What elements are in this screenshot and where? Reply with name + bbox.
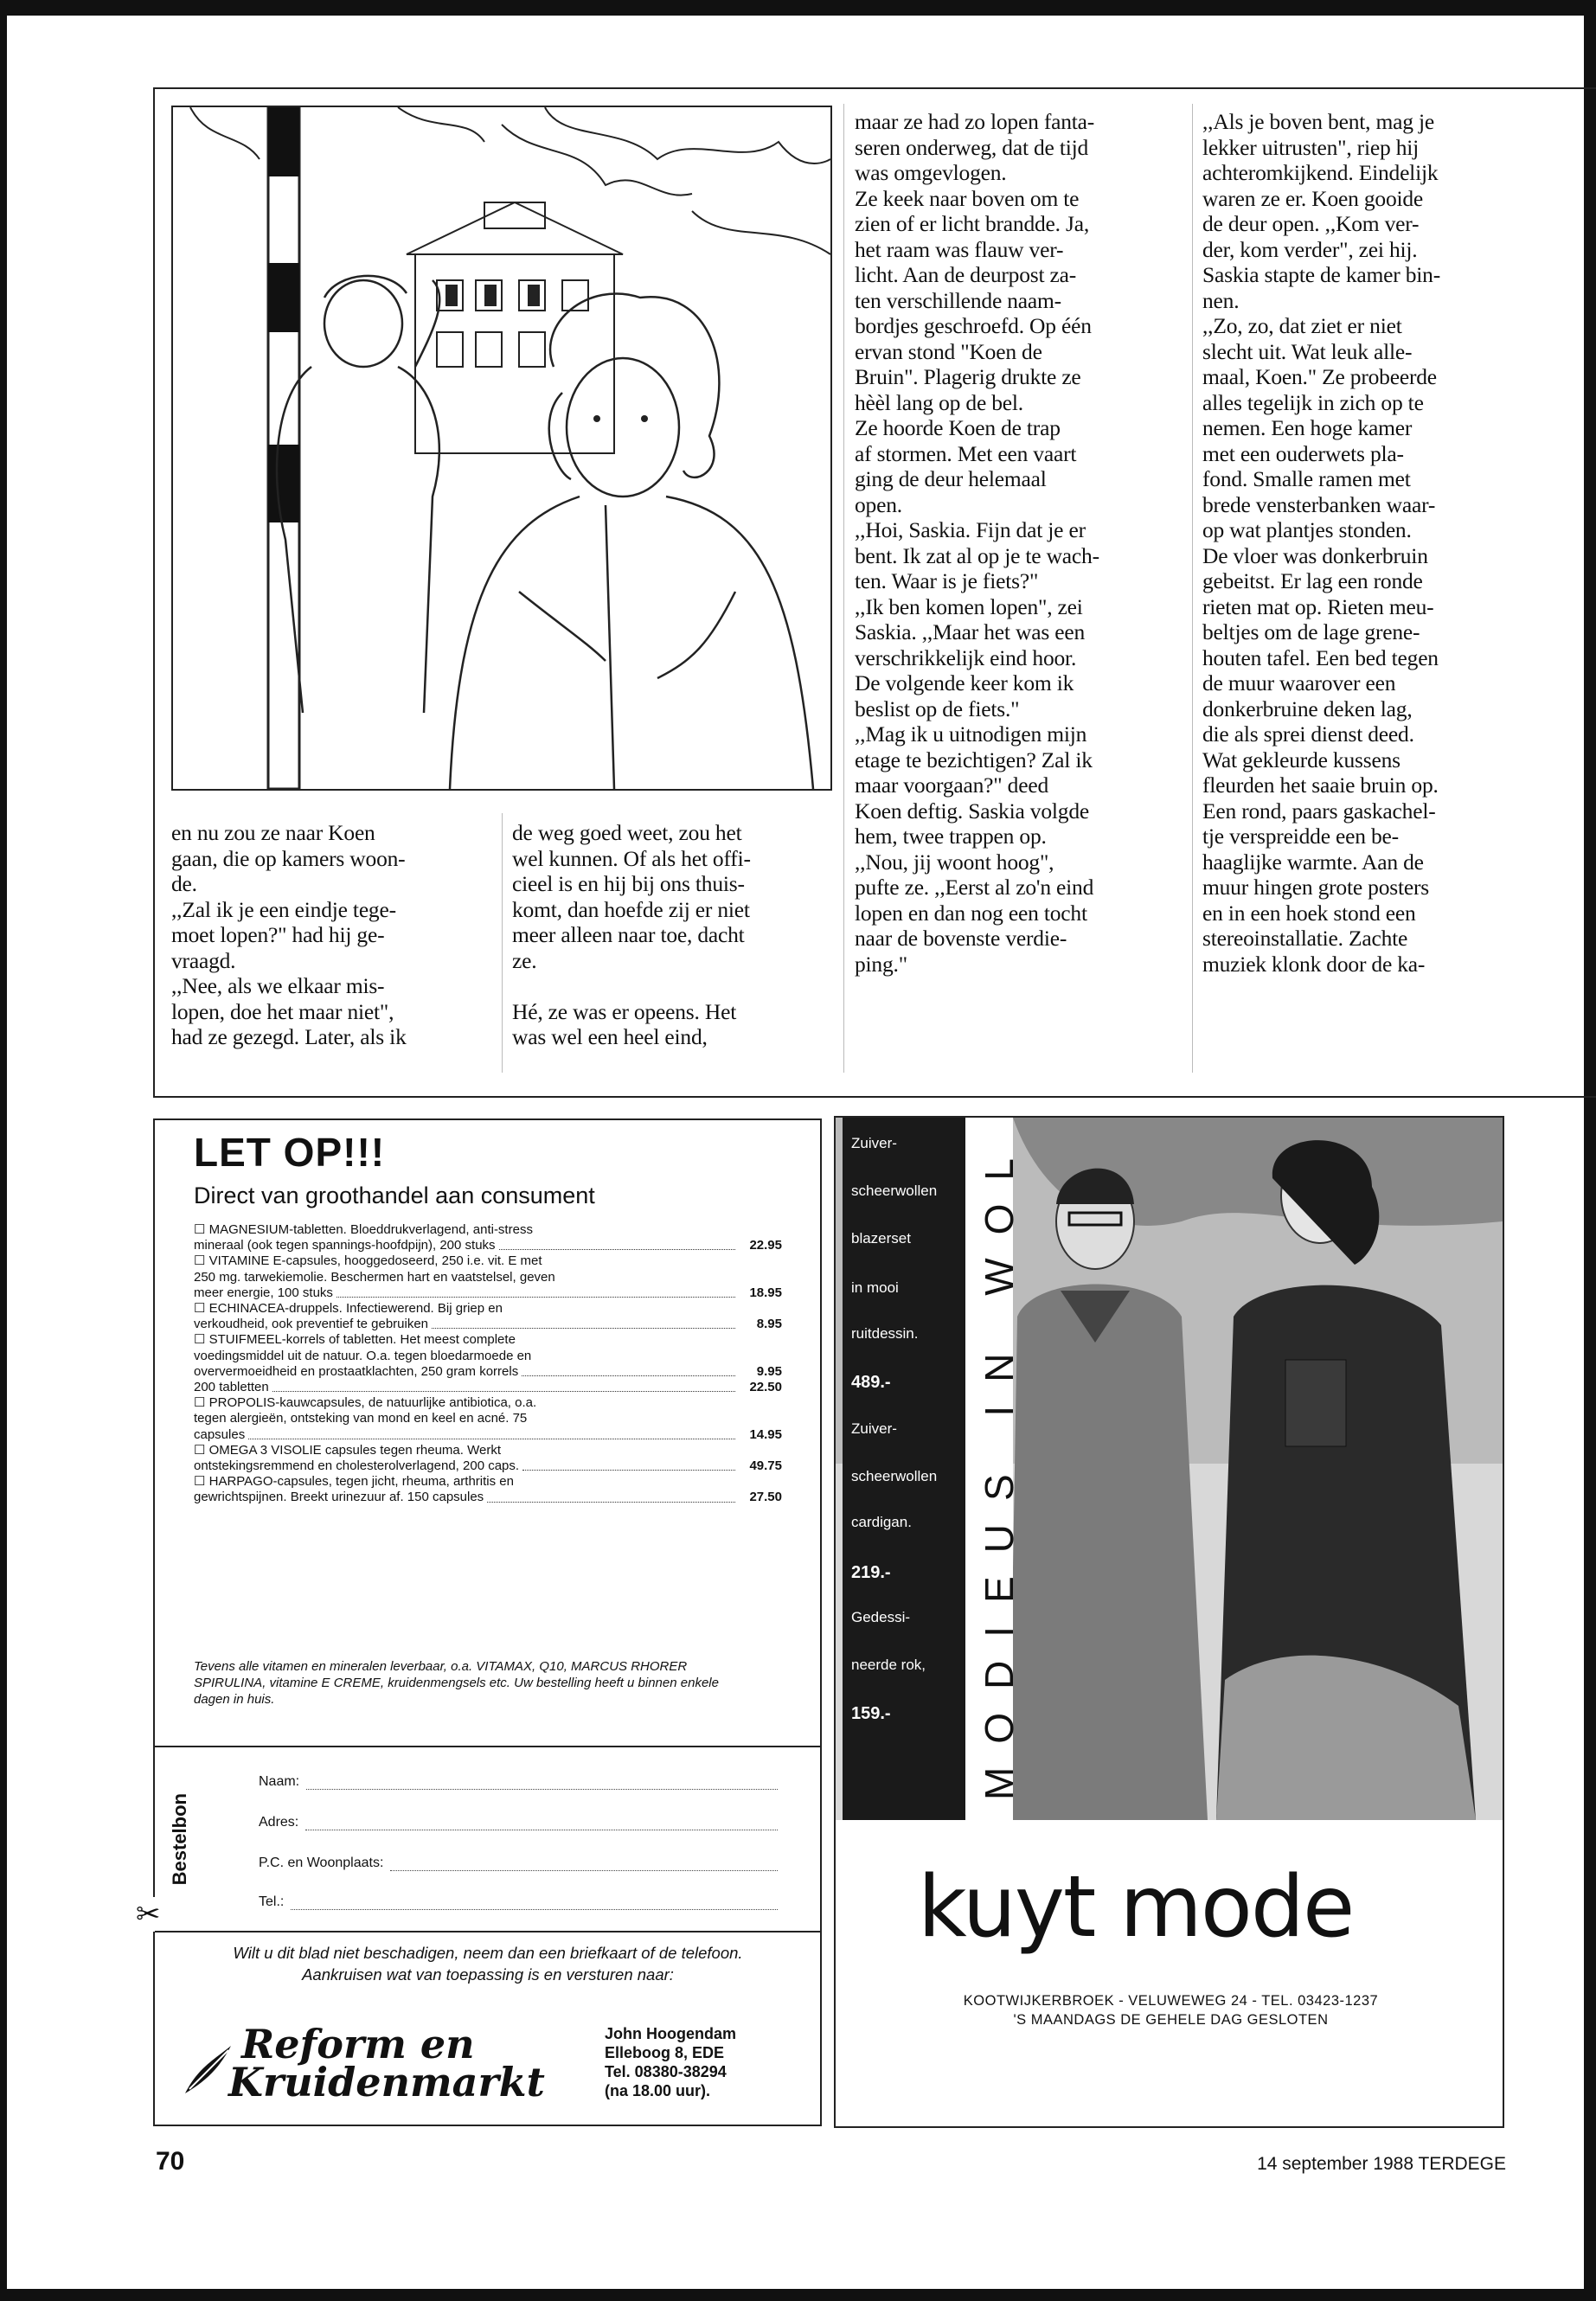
product-text: 200 tabletten xyxy=(194,1380,269,1395)
dot-leader xyxy=(499,1249,735,1250)
ad-note: Tevens alle vitamen en mineralen leverbaar, o.a. VITAMAX, Q10, MARCUS RHORER SPIRULINA, vitamine E CREME, kruidenmengsels etc. Uw bestelling heeft u binnen enkele dagen in huis. xyxy=(194,1659,719,1707)
product-text: oververmoeidheid en prostaatklachten, 250 gram korrels xyxy=(194,1363,519,1379)
offer-text: 159.- xyxy=(851,1704,891,1723)
logo-line-1: Reform en xyxy=(241,2021,475,2067)
product-line xyxy=(194,1222,782,1238)
coupon-divider xyxy=(155,1746,820,1747)
product-line xyxy=(194,1301,782,1317)
offer-text: 489.- xyxy=(851,1373,891,1392)
fashion-photo xyxy=(836,1118,1503,1820)
name-line[interactable] xyxy=(306,1777,778,1790)
product-price: 22.95 xyxy=(749,1238,782,1253)
send-instructions xyxy=(189,1942,786,1985)
dot-leader xyxy=(272,1391,735,1392)
product-price: 9.95 xyxy=(756,1363,782,1379)
address-line-4: (na 18.00 uur). xyxy=(605,2082,711,2099)
illustration-drawing xyxy=(173,107,830,789)
product-text: tegen alergieën, ontsteking van mond en keel en acné. 75 xyxy=(194,1411,528,1426)
postcode-city-field[interactable] xyxy=(259,1856,778,1871)
offer-text: blazerset xyxy=(851,1230,911,1247)
store-info-line-1: KOOTWIJKERBROEK - VELUWEWEG 24 - TEL. 03423-1237 xyxy=(963,1993,1379,2009)
story-column-4: ,,Als je boven bent, mag je lekker uitrusten", riep hij achteromkijkend. Eindelijk waren ze er. Koen gooide de deur open. ,,Kom ver- der, kom verder", zei hij. Saskia stapte de kamer bin- nen. ,,Zo, zo, dat ziet er niet slecht uit. Wat leuk alle- maal, Koen." Ze probeerde alles tegelijk in zich op te nemen. Een hoge kamer met een ouderwets pla- fond. Smalle ramen met brede vensterbanken waar- op wat plantjes stonden. De vloer was donkerbruin gebeitst. Er lag een ronde rieten mat op. Rieten meu- beltjes om de lage grene- houten tafel. Een bed tegen de muur waarover een donkerbruine deken lag, die als sprei dienst deed. Wat gekleurde kussens fleurden het saaie bruin op. Een rond, paars gaskachel- tje verspreidde een be- haaglijke warmte. Aan de muur hingen grote posters en in een hoek stond een stereoinstallatie. Zachte muziek klonk door de ka- xyxy=(1202,109,1441,977)
dot-leader xyxy=(432,1328,735,1329)
story-column-2: de weg goed weet, zou het wel kunnen. Of als het offi- cieel is en hij bij ons thuis- komt, dan hoefde zij er niet meer alleen naar toe, dacht ze. Hé, ze was er opeens. Het was wel een heel eind, xyxy=(512,820,751,1049)
column-rule xyxy=(843,104,844,1073)
offer-text: cardigan. xyxy=(851,1514,912,1530)
postcode-city-line[interactable] xyxy=(390,1858,778,1871)
offer-text: Zuiver- xyxy=(851,1135,897,1151)
offer-text: Zuiver- xyxy=(851,1420,897,1437)
product-text: capsules xyxy=(194,1426,246,1442)
send-line-1: Wilt u dit blad niet beschadigen, neem dan een briefkaart of de telefoon. xyxy=(233,1944,743,1962)
product-text: mineraal (ook tegen spannings-hoofdpijn), 200 stuks xyxy=(194,1238,496,1253)
address-field-label: Adres: xyxy=(259,1815,299,1830)
product-line xyxy=(194,1443,782,1458)
leaf-icon xyxy=(181,2041,233,2102)
ad-subheadline: Direct van groothandel aan consument xyxy=(194,1183,595,1208)
product-line xyxy=(194,1317,782,1332)
product-line xyxy=(194,1411,782,1426)
column-rule xyxy=(1192,104,1193,1073)
reform-advertisement xyxy=(136,1118,822,2126)
product-item xyxy=(194,1443,782,1474)
address-line-1: John Hoogendam xyxy=(605,2025,736,2042)
kuyt-mode-advertisement xyxy=(834,1116,1504,2128)
product-line xyxy=(194,1332,782,1348)
product-line xyxy=(194,1364,782,1380)
address-line-2: Elleboog 8, EDE xyxy=(605,2044,725,2061)
offer-text: scheerwollen xyxy=(851,1468,938,1484)
phone-line[interactable] xyxy=(291,1897,778,1910)
offer-text: neerde rok, xyxy=(851,1657,926,1673)
story-column-3: maar ze had zo lopen fanta- seren onderweg, dat de tijd was omgevlogen. Ze keek naar boven om te zien of er licht brandde. Ja, het raam was flauw ver- licht. Aan de deurpost za- ten verschillende naam- bordjes geschroefd. Op één ervan stond "Koen de Bruin". Plagerig drukte ze hèèl lang op de bel. Ze hoorde Koen de trap af stormen. Met een vaart ging de deur helemaal open. ,,Hoi, Saskia. Fijn dat je er bent. Ik zat al op je te wach- ten. Waar is je fiets?" ,,Ik ben komen lopen", zei Saskia. ,,Maar het was een verschrikkelijk eind hoor. De volgende keer kom ik beslist op de fiets." ,,Mag ik u uitnodigen mijn etage te bezichtigen? Zal ik maar voorgaan?" deed Koen deftig. Saskia volgde hem, twee trappen op. ,,Nou, jij woont hoog", pufte ze. ,,Eerst al zo'n eind lopen en dan nog een tocht naar de bovenste verdie- ping." xyxy=(855,109,1099,977)
store-address xyxy=(605,2024,736,2100)
product-text: 250 mg. tarwekiemolie. Beschermen hart en vaatstelsel, geven xyxy=(194,1269,555,1285)
brand-name: kuyt mode xyxy=(918,1858,1354,1957)
product-item xyxy=(194,1395,782,1443)
product-item xyxy=(194,1474,782,1505)
product-line xyxy=(194,1253,782,1269)
story-illustration xyxy=(171,106,832,791)
logo-line-2: Kruidenmarkt xyxy=(228,2059,545,2106)
product-text: ☐ ECHINACEA-druppels. Infectiewerend. Bij griep en xyxy=(194,1301,503,1317)
product-line xyxy=(194,1270,782,1285)
address-line-3: Tel. 08380-38294 xyxy=(605,2063,727,2080)
scissors-icon: ✂ xyxy=(136,1898,161,1931)
product-price: 27.50 xyxy=(749,1490,782,1505)
product-item xyxy=(194,1301,782,1332)
product-list xyxy=(194,1222,782,1506)
name-field[interactable] xyxy=(259,1774,778,1790)
column-rule xyxy=(502,813,503,1073)
dot-leader xyxy=(522,1375,735,1376)
issue-date: 14 september 1988 TERDEGE xyxy=(1257,2154,1506,2174)
product-item xyxy=(194,1253,782,1301)
product-text: verkoudheid, ook preventief te gebruiken xyxy=(194,1317,429,1332)
store-info xyxy=(836,1991,1506,2029)
price-panel xyxy=(843,1118,977,1820)
postcode-city-label: P.C. en Woonplaats: xyxy=(259,1856,384,1870)
reform-logo xyxy=(181,2021,579,2106)
product-line xyxy=(194,1238,782,1253)
offer-text: ruitdessin. xyxy=(851,1325,919,1342)
product-price: 22.50 xyxy=(749,1380,782,1395)
product-price: 49.75 xyxy=(749,1458,782,1474)
product-price: 14.95 xyxy=(749,1426,782,1442)
offer-text: scheerwollen xyxy=(851,1183,938,1199)
page-number: 70 xyxy=(156,2147,185,2176)
product-text: ☐ VITAMINE E-capsules, hooggedoseerd, 250 i.e. vit. E met xyxy=(194,1253,542,1269)
product-price: 18.95 xyxy=(749,1285,782,1300)
product-text: ☐ MAGNESIUM-tabletten. Bloeddrukverlagend, anti-stress xyxy=(194,1222,533,1237)
vertical-title: MODIEUS IN WOL xyxy=(977,1135,1022,1801)
product-line xyxy=(194,1395,782,1411)
product-line xyxy=(194,1349,782,1364)
product-text: ☐ STUIFMEEL-korrels of tabletten. Het meest complete xyxy=(194,1332,516,1348)
offer-text: Gedessi- xyxy=(851,1609,911,1625)
product-text: ☐ HARPAGO-capsules, tegen jicht, rheuma, arthritis en xyxy=(194,1474,514,1490)
coupon-bottom-rule xyxy=(155,1931,820,1932)
phone-field-label: Tel.: xyxy=(259,1894,285,1909)
product-line xyxy=(194,1458,782,1474)
order-coupon-label: Bestelbon xyxy=(169,1793,190,1886)
vertical-title-strip xyxy=(965,1118,1022,1820)
product-line xyxy=(194,1380,782,1395)
product-line xyxy=(194,1285,782,1301)
product-text: ☐ PROPOLIS-kauwcapsules, de natuurlijke antibiotica, o.a. xyxy=(194,1395,537,1411)
product-line xyxy=(194,1427,782,1443)
story-column-1: en nu zou ze naar Koen gaan, die op kamers woon- de. ,,Zal ik je een eindje tege- moet lopen?" had hij ge- vraagd. ,,Nee, als we elkaar mis- lopen, doe het maar niet", had ze gezegd. Later, als ik xyxy=(171,820,407,1049)
product-line xyxy=(194,1474,782,1490)
product-text: meer energie, 100 stuks xyxy=(194,1285,333,1300)
dot-leader xyxy=(487,1502,735,1503)
offer-text: 219.- xyxy=(851,1563,891,1582)
product-text: ontstekingsremmend en cholesterolverlagend, 200 caps. xyxy=(194,1458,520,1474)
product-text: voedingsmiddel uit de natuur. O.a. tegen bloedarmoede en xyxy=(194,1348,532,1363)
phone-field[interactable] xyxy=(259,1894,778,1910)
product-text: ☐ OMEGA 3 VISOLIE capsules tegen rheuma. Werkt xyxy=(194,1442,501,1458)
dot-leader xyxy=(337,1297,735,1298)
send-line-2: Aankruisen wat van toepassing is en versturen naar: xyxy=(302,1965,674,1984)
product-item xyxy=(194,1332,782,1395)
product-line xyxy=(194,1490,782,1505)
store-info-line-2: 'S MAANDAGS DE GEHELE DAG GESLOTEN xyxy=(1013,2012,1329,2028)
product-text: gewrichtspijnen. Breekt urinezuur af. 150 capsules xyxy=(194,1490,484,1505)
product-item xyxy=(194,1222,782,1253)
ad-headline: LET OP!!! xyxy=(194,1130,386,1175)
name-field-label: Naam: xyxy=(259,1774,300,1789)
offer-text: in mooi xyxy=(851,1279,899,1296)
dot-leader xyxy=(522,1470,735,1471)
product-price: 8.95 xyxy=(756,1317,782,1332)
address-field[interactable] xyxy=(259,1815,778,1830)
address-line[interactable] xyxy=(305,1817,778,1830)
